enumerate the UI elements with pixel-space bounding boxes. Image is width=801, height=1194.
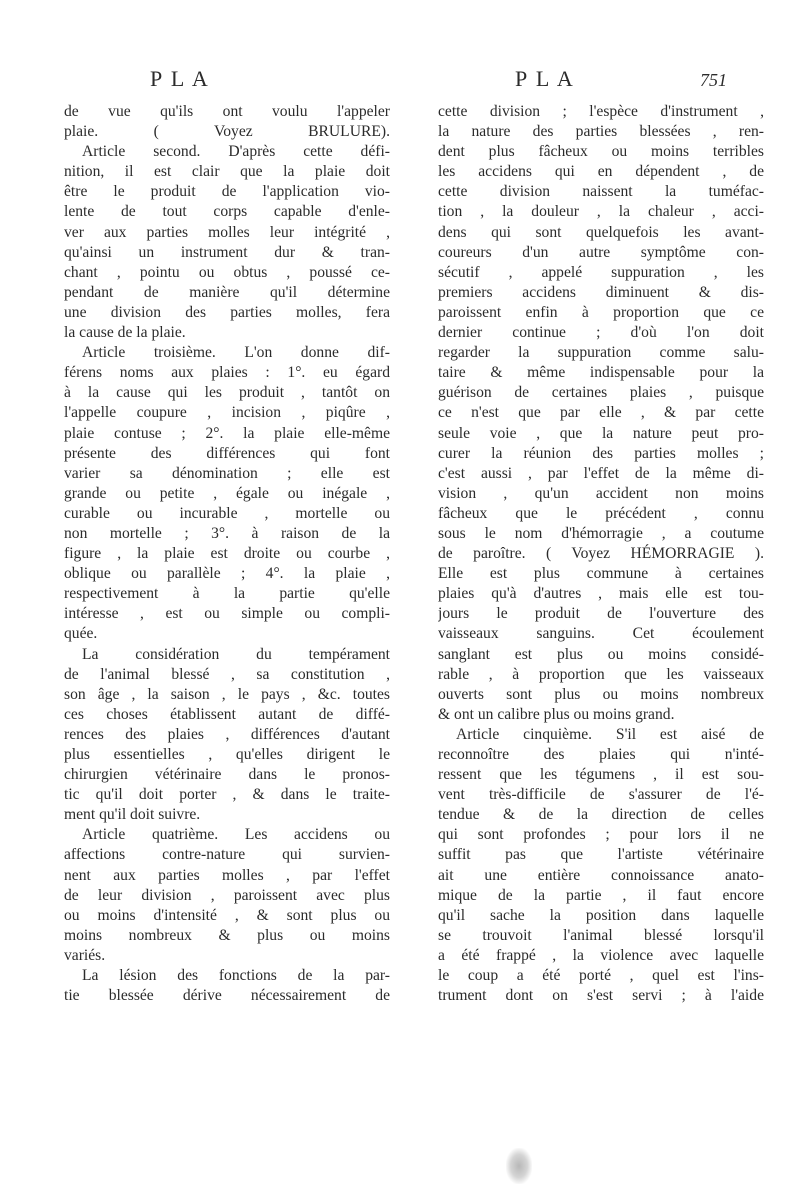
page-number: 751 [700, 70, 727, 90]
text-line: ressent que les tégumens , il est sou- [438, 766, 764, 784]
text-line: affections contre-nature qui survien- [64, 846, 390, 864]
text-line: dernier continue ; d'où l'on doit [438, 324, 764, 342]
text-line: sécutif , appelé suppuration , les [438, 263, 764, 281]
text-line: grande ou petite , égale ou inégale , [64, 484, 390, 502]
text-line: curable ou incurable , mortelle ou [64, 504, 390, 522]
text-line: oblique ou parallèle ; 4°. la plaie , [64, 565, 390, 583]
left-text-column [64, 102, 390, 1006]
text-line: figure , la plaie est droite ou courbe , [64, 545, 390, 563]
text-line: chirurgien vétérinaire dans le pronos- [64, 766, 390, 784]
text-line: dens qui sont quelquefois les avant- [438, 223, 764, 241]
text-line: être le produit de l'application vio- [64, 183, 390, 201]
text-line: Elle est plus commune à certaines [438, 565, 764, 583]
text-line: plaie contuse ; 2°. la plaie elle-même [64, 424, 390, 442]
text-line: de vue qu'ils ont voulu l'appeler [64, 103, 390, 120]
text-line: a été frappé , la violence avec laquelle [438, 946, 764, 964]
text-line: tion , la douleur , la chaleur , acci- [438, 203, 764, 221]
text-line: coureurs d'un autre symptôme con- [438, 243, 764, 261]
text-line: les accidens qui en dépendent , de [438, 163, 764, 181]
text-line: plaie. ( Voyez BRULURE). [64, 123, 390, 141]
text-line: qu'il sache la position dans laquelle [438, 906, 764, 924]
text-line: varier sa dénomination ; elle est [64, 464, 390, 482]
text-line: tic qu'il doit porter , & dans le traite- [64, 786, 390, 804]
text-line: cette division ; l'espèce d'instrument , [438, 103, 764, 120]
right-text-column [438, 102, 764, 1006]
text-line: de l'animal blessé , sa constitution , [64, 665, 390, 683]
text-line: rences des plaies , différences d'autant [64, 725, 390, 743]
text-line: seule voie , que la nature peut pro- [438, 424, 764, 442]
text-line: l'appelle coupure , incision , piqûre , [64, 404, 390, 422]
text-line: sous le nom d'hémorragie , a coutume [438, 524, 764, 542]
running-header-left: P L A [150, 66, 210, 91]
text-line: sanglant est plus ou moins considé- [438, 645, 764, 663]
text-line: Article second. D'après cette défi- [82, 143, 390, 161]
text-line: reconnoître des plaies qui n'inté- [438, 746, 764, 763]
text-line: la cause de la plaie. [64, 324, 186, 342]
text-line: plaies qu'à d'autres , mais elle est tou- [438, 585, 764, 603]
text-line: La considération du tempérament [82, 645, 390, 663]
text-line: Article cinquième. S'il est aisé de [456, 725, 764, 743]
text-line: quée. [64, 625, 98, 643]
text-line: à la cause qui les produit , tantôt on [64, 384, 390, 402]
text-line: nent aux parties molles , par l'effet [64, 866, 390, 884]
text-line: trument dont on s'est servi ; à l'aide [438, 987, 764, 1005]
text-line: jours le produit de l'ouverture des [438, 605, 764, 623]
text-line: tie blessée dérive nécessairement de [64, 987, 390, 1005]
text-line: qui sont profondes ; pour lors il ne [438, 826, 764, 844]
text-line: son âge , la saison , le pays , &c. toutes [64, 685, 390, 703]
text-line: Article quatrième. Les accidens ou [82, 826, 390, 844]
text-line: mique de la partie , il faut encore [438, 886, 764, 904]
text-line: Article troisième. L'on donne dif- [82, 344, 390, 362]
text-line: de leur division , paroissent avec plus [64, 886, 390, 904]
text-line: de paroître. ( Voyez HÉMORRAGIE ). [438, 545, 764, 563]
text-line: cette division naissent la tuméfac- [438, 183, 764, 201]
text-line: respectivement à la partie qu'elle [64, 585, 390, 603]
running-header-right: P L A [515, 66, 575, 91]
text-line: se trouvoit l'animal blessé lorsqu'il [438, 926, 764, 944]
text-line: la nature des parties blessées , ren- [438, 123, 764, 141]
text-line: moins nombreux & plus ou moins [64, 926, 390, 944]
text-line: intéresse , est ou simple ou compli- [64, 605, 390, 623]
text-line: pendant de manière qu'il détermine [64, 283, 390, 301]
text-line: vaisseaux sanguins. Cet écoulement [438, 625, 764, 643]
text-line: chant , pointu ou obtus , poussé ce- [64, 263, 390, 281]
text-line: regarder la suppuration comme salu- [438, 344, 764, 362]
text-line: ouverts sont plus ou moins nombreux [438, 685, 764, 703]
text-line: paroissent enfin à proportion que ce [438, 303, 764, 321]
text-line: c'est aussi , par l'effet de la même di- [438, 464, 764, 482]
text-line: le coup a été porté , quel est l'ins- [438, 967, 764, 985]
text-line: ment qu'il doit suivre. [64, 806, 201, 824]
text-line: présente des différences qui font [64, 444, 390, 462]
text-line: une division des parties molles, fera [64, 303, 390, 321]
text-line: ce n'est que par elle , & par cette [438, 404, 764, 422]
text-line: ver aux parties molles leur intégrité , [64, 223, 390, 241]
text-line: fâcheux que le précédent , connu [438, 504, 764, 522]
text-line: suffit pas que l'artiste vétérinaire [438, 846, 764, 864]
text-line: premiers accidens diminuent & dis- [438, 283, 764, 301]
text-line: ces choses établissent autant de diffé- [64, 705, 390, 723]
text-line: ou moins d'intensité , & sont plus ou [64, 906, 390, 924]
text-line: ait une entière connoissance anato- [438, 866, 764, 884]
text-line: rable , à proportion que les vaisseaux [438, 665, 764, 683]
text-line: curer la réunion des parties molles ; [438, 444, 764, 462]
text-line: taire & même indispensable pour la [438, 364, 764, 382]
paper-stain [506, 1148, 532, 1184]
text-line: qu'ainsi un instrument dur & tran- [64, 243, 390, 261]
text-line: & ont un calibre plus ou moins grand. [438, 705, 675, 723]
text-line: La lésion des fonctions de la par- [82, 967, 390, 985]
text-line: guérison de certaines plaies , puisque [438, 384, 764, 402]
text-line: vision , qu'un accident non moins [438, 484, 764, 502]
text-line: nition, il est clair que la plaie doit [64, 163, 390, 181]
text-line: plus essentielles , qu'elles dirigent le [64, 746, 390, 763]
text-line: tendue & de la direction de celles [438, 806, 764, 824]
text-line: lente de tout corps capable d'enle- [64, 203, 390, 221]
text-line: variés. [64, 946, 106, 964]
text-line: non mortelle ; 3°. à raison de la [64, 524, 390, 542]
text-line: vent très-difficile de s'assurer de l'é- [438, 786, 764, 804]
text-line: dent plus fâcheux ou moins terribles [438, 143, 764, 161]
text-line: férens noms aux plaies : 1°. eu égard [64, 364, 390, 382]
